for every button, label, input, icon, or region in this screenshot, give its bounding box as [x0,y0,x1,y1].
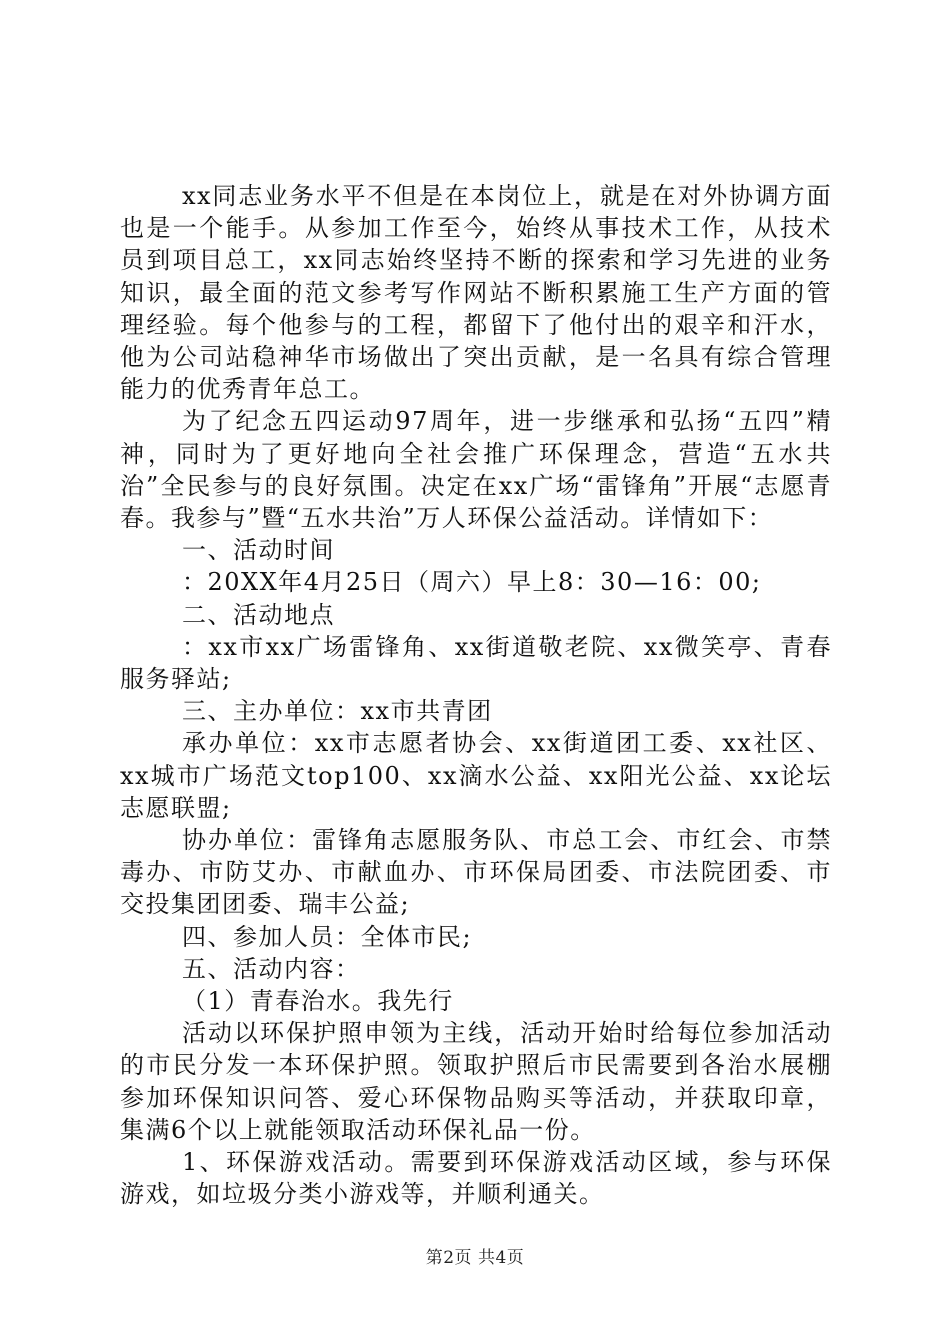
heading-event-content: 五、活动内容： [182,954,361,983]
paragraph-event-intro: 为了纪念五四运动97周年，进一步继承和弘扬“五四”精神，同时为了更好地向全社会推广环保理念，营造“五水共治”全民参与的良好氛围。决定在xx广场“雷锋角”开展“志愿青春。我参与”暨“五水共治”万人环保公益活动。详情如下： [120,407,832,533]
heading-event-location: 二、活动地点 [182,600,335,629]
subheading-youth-water: （1）青春治水。我先行 [182,987,454,1016]
document-body [120,180,832,1211]
heading-event-time: 一、活动时间 [182,536,335,565]
paragraph-co-organizers: 协办单位：雷锋角志愿服务队、市总工会、市红会、市禁毒办、市防艾办、市献血办、市环保局团委、市法院团委、市交投集团团委、瑞丰公益; [120,826,832,919]
paragraph-passport-activity: 活动以环保护照申领为主线，活动开始时给每位参加活动的市民分发一本环保护照。领取护照后市民需要到各治水展棚参加环保知识问答、爱心环保物品购买等活动，并获取印章，集满6个以上就能领取活动环保礼品一份。 [120,1019,832,1144]
paragraph-game-activity: 1、环保游戏活动。需要到环保游戏活动区域，参与环保游戏，如垃圾分类小游戏等，并顺利通关。 [120,1148,832,1209]
paragraph-colleague-evaluation: xx同志业务水平不但是在本岗位上，就是在对外协调方面也是一个能手。从参加工作至今，始终从事技术工作，从技术员到项目总工，xx同志始终坚持不断的探索和学习先进的业务知识，最全面的范文参考写作网站不断积累施工生产方面的管理经验。每个他参与的工程，都留下了他付出的艰辛和汗水，他为公司站稳神华市场做出了突出贡献，是一名具有综合管理能力的优秀青年总工。 [120,182,832,404]
page-number-footer: 第2页 共4页 [425,1248,525,1268]
paragraph-organizer: 三、主办单位：xx市共青团 [182,697,493,726]
paragraph-event-location: ：xx市xx广场雷锋角、xx街道敬老院、xx微笑亭、青春服务驿站; [120,632,832,694]
paragraph-participants: 四、参加人员：全体市民; [182,922,473,951]
paragraph-event-time: ：20XX年4月25日（周六）早上8：30—16：00; [182,568,762,597]
paragraph-undertakers: 承办单位：xx市志愿者协会、xx街道团工委、xx社区、xx城市广场范文top100、xx滴水公益、xx阳光公益、xx论坛志愿联盟; [120,729,832,822]
